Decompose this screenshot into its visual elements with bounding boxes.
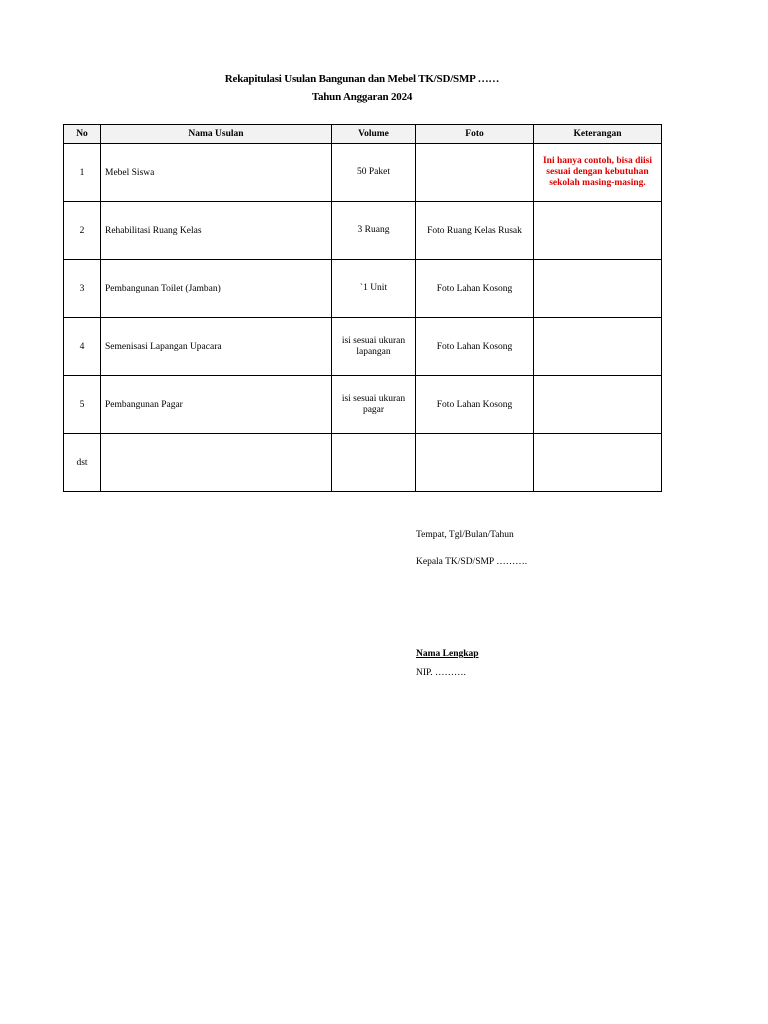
signature-name: Nama Lengkap: [416, 649, 479, 659]
document-title: Rekapitulasi Usulan Bangunan dan Mebel TK/SD/SMP ……: [224, 73, 500, 85]
cell-no: 1: [64, 144, 101, 202]
cell-foto: [416, 434, 534, 492]
cell-volume: isi sesuai ukuran lapangan: [332, 318, 416, 376]
signature-position: Kepala TK/SD/SMP ……….: [416, 557, 528, 567]
table-row: [64, 434, 662, 492]
table-row: [64, 318, 662, 376]
cell-nama: Pembangunan Toilet (Jamban): [101, 260, 332, 318]
cell-volume: [332, 434, 416, 492]
cell-nama: Semenisasi Lapangan Upacara: [101, 318, 332, 376]
cell-keterangan: [534, 318, 662, 376]
cell-foto: Foto Lahan Kosong: [416, 376, 534, 434]
cell-foto: Foto Lahan Kosong: [416, 260, 534, 318]
table-row: [64, 260, 662, 318]
cell-no: 4: [64, 318, 101, 376]
cell-keterangan: [534, 202, 662, 260]
header-keterangan: Keterangan: [534, 125, 662, 144]
cell-foto: Foto Lahan Kosong: [416, 318, 534, 376]
cell-no: 3: [64, 260, 101, 318]
cell-foto: Foto Ruang Kelas Rusak: [416, 202, 534, 260]
cell-foto: [416, 144, 534, 202]
cell-nama: [101, 434, 332, 492]
cell-no: 2: [64, 202, 101, 260]
table-row: [64, 202, 662, 260]
table-row: [64, 144, 662, 202]
note-text: Ini hanya contoh, bisa diisi sesuai dengan kebutuhan sekolah masing-masing.: [542, 156, 653, 188]
cell-nama: Pembangunan Pagar: [101, 376, 332, 434]
cell-nama: Rehabilitasi Ruang Kelas: [101, 202, 332, 260]
cell-volume: 3 Ruang: [332, 202, 416, 260]
cell-volume: isi sesuai ukuran pagar: [332, 376, 416, 434]
proposal-table: [63, 124, 662, 492]
header-nama-usulan: Nama Usulan: [101, 125, 332, 144]
cell-keterangan: [534, 434, 662, 492]
cell-volume: `1 Unit: [332, 260, 416, 318]
header-no: No: [64, 125, 101, 144]
cell-keterangan: [534, 260, 662, 318]
header-foto: Foto: [416, 125, 534, 144]
signature-nip: NIP. ……….: [416, 668, 466, 678]
cell-keterangan: [534, 144, 662, 202]
cell-no: dst: [64, 434, 101, 492]
cell-nama: Mebel Siswa: [101, 144, 332, 202]
header-volume: Volume: [332, 125, 416, 144]
cell-no: 5: [64, 376, 101, 434]
document-subtitle: Tahun Anggaran 2024: [311, 91, 413, 103]
cell-keterangan: [534, 376, 662, 434]
table-row: [64, 376, 662, 434]
cell-volume: 50 Paket: [332, 144, 416, 202]
table-header-row: [64, 125, 662, 144]
signature-place-date: Tempat, Tgl/Bulan/Tahun: [416, 530, 514, 540]
